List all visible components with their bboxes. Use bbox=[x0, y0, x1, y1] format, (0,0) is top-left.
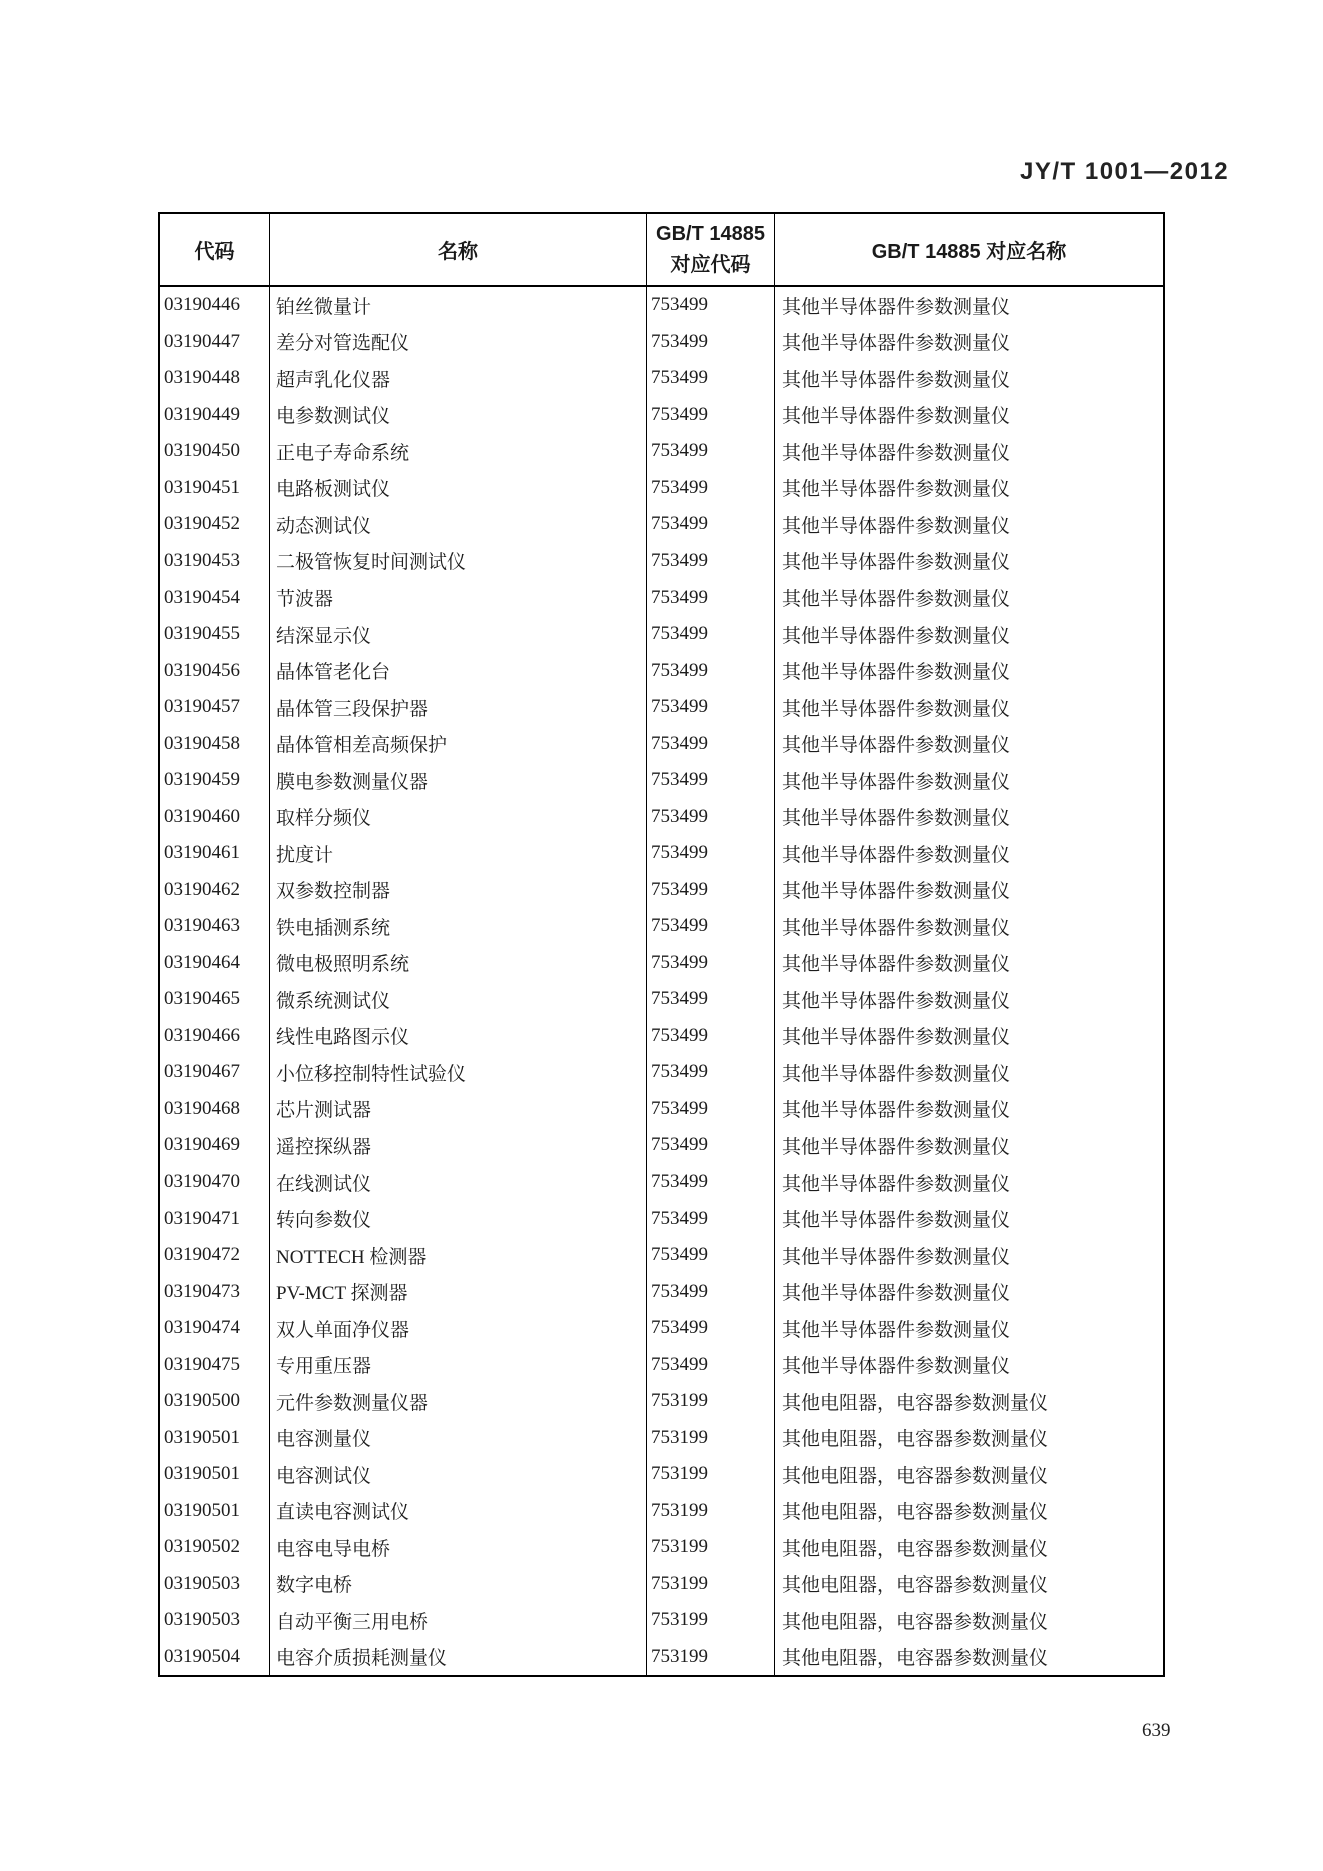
cell-name: 数字电桥 bbox=[270, 1566, 647, 1603]
cell-gbt-name: 其他半导体器件参数测量仪 bbox=[782, 1100, 1011, 1122]
cell-code: 03190504 bbox=[160, 1639, 270, 1676]
cell-gbt-code: 753199 bbox=[647, 1383, 775, 1420]
cell-gbt-code: 753199 bbox=[647, 1419, 775, 1456]
cell-name: 双人单面净仪器 bbox=[270, 1310, 647, 1347]
cell-gbt-code: 753499 bbox=[647, 579, 775, 616]
cell-code: 03190459 bbox=[160, 762, 270, 799]
cell-gbt-code: 753199 bbox=[647, 1456, 775, 1493]
cell-code: 03190455 bbox=[160, 616, 270, 653]
table-row bbox=[160, 981, 1163, 1018]
table-row bbox=[160, 1493, 1163, 1530]
code-mapping-table bbox=[158, 212, 1165, 1677]
cell-name: 扰度计 bbox=[270, 835, 647, 872]
table-row bbox=[160, 360, 1163, 397]
cell-gbt-name: 其他半导体器件参数测量仪 bbox=[782, 1283, 1011, 1305]
cell-code: 03190460 bbox=[160, 798, 270, 835]
cell-gbt-code: 753499 bbox=[647, 616, 775, 653]
cell-gbt-name: 其他半导体器件参数测量仪 bbox=[782, 1136, 1011, 1158]
cell-gbt-code: 753199 bbox=[647, 1566, 775, 1603]
cell-gbt-code: 753499 bbox=[647, 397, 775, 434]
cell-gbt-name: 其他半导体器件参数测量仪 bbox=[782, 735, 1011, 757]
cell-gbt-code: 753499 bbox=[647, 798, 775, 835]
cell-gbt-name: 其他半导体器件参数测量仪 bbox=[782, 442, 1011, 464]
table-row bbox=[160, 1091, 1163, 1128]
cell-gbt-code: 753499 bbox=[647, 725, 775, 762]
cell-code: 03190451 bbox=[160, 470, 270, 507]
table-row bbox=[160, 1018, 1163, 1055]
cell-gbt-code: 753499 bbox=[647, 1018, 775, 1055]
cell-gbt-code: 753499 bbox=[647, 287, 775, 324]
table-row bbox=[160, 1346, 1163, 1383]
cell-gbt-name: 其他半导体器件参数测量仪 bbox=[782, 296, 1011, 318]
cell-gbt-name: 其他电阻器，电容器参数测量仪 bbox=[782, 1611, 1049, 1633]
table-row bbox=[160, 1273, 1163, 1310]
cell-gbt-name: 其他电阻器，电容器参数测量仪 bbox=[782, 1392, 1049, 1414]
cell-code: 03190449 bbox=[160, 397, 270, 434]
cell-code: 03190463 bbox=[160, 908, 270, 945]
cell-gbt-name: 其他半导体器件参数测量仪 bbox=[782, 662, 1011, 684]
cell-gbt-code: 753499 bbox=[647, 945, 775, 982]
table-row bbox=[160, 835, 1163, 872]
table-row bbox=[160, 1164, 1163, 1201]
cell-gbt-code: 753499 bbox=[647, 360, 775, 397]
cell-gbt-code: 753199 bbox=[647, 1602, 775, 1639]
cell-gbt-name: 其他半导体器件参数测量仪 bbox=[782, 917, 1011, 939]
cell-gbt-name: 其他半导体器件参数测量仪 bbox=[782, 333, 1011, 355]
cell-name: 晶体管三段保护器 bbox=[270, 689, 647, 726]
table-row bbox=[160, 287, 1163, 324]
cell-gbt-name: 其他半导体器件参数测量仪 bbox=[782, 954, 1011, 976]
cell-code: 03190465 bbox=[160, 981, 270, 1018]
cell-code: 03190447 bbox=[160, 324, 270, 361]
header-gbt-code-line2: 对应代码 bbox=[670, 253, 751, 276]
table-row bbox=[160, 1383, 1163, 1420]
cell-gbt-code: 753499 bbox=[647, 652, 775, 689]
cell-gbt-name: 其他半导体器件参数测量仪 bbox=[782, 844, 1011, 866]
cell-gbt-code: 753199 bbox=[647, 1529, 775, 1566]
table-row bbox=[160, 1200, 1163, 1237]
cell-name: 专用重压器 bbox=[270, 1346, 647, 1383]
cell-code: 03190462 bbox=[160, 872, 270, 909]
cell-name: 电参数测试仪 bbox=[270, 397, 647, 434]
cell-name: 微系统测试仪 bbox=[270, 981, 647, 1018]
cell-gbt-name: 其他电阻器，电容器参数测量仪 bbox=[782, 1538, 1049, 1560]
cell-gbt-name: 其他半导体器件参数测量仪 bbox=[782, 990, 1011, 1012]
cell-gbt-name: 其他半导体器件参数测量仪 bbox=[782, 589, 1011, 611]
cell-gbt-code: 753499 bbox=[647, 835, 775, 872]
cell-code: 03190456 bbox=[160, 652, 270, 689]
cell-code: 03190448 bbox=[160, 360, 270, 397]
cell-gbt-code: 753499 bbox=[647, 543, 775, 580]
cell-gbt-code: 753499 bbox=[647, 981, 775, 1018]
cell-name: 电容测试仪 bbox=[270, 1456, 647, 1493]
cell-name: 电容介质损耗测量仪 bbox=[270, 1639, 647, 1676]
table-row bbox=[160, 433, 1163, 470]
cell-name: 超声乳化仪器 bbox=[270, 360, 647, 397]
cell-code: 03190474 bbox=[160, 1310, 270, 1347]
table-row bbox=[160, 616, 1163, 653]
table-body bbox=[160, 287, 1163, 1675]
table-row bbox=[160, 652, 1163, 689]
cell-gbt-name: 其他电阻器，电容器参数测量仪 bbox=[782, 1502, 1049, 1524]
cell-gbt-code: 753499 bbox=[647, 506, 775, 543]
table-row bbox=[160, 324, 1163, 361]
cell-name: 动态测试仪 bbox=[270, 506, 647, 543]
cell-code: 03190461 bbox=[160, 835, 270, 872]
cell-code: 03190446 bbox=[160, 287, 270, 324]
cell-gbt-name: 其他电阻器，电容器参数测量仪 bbox=[782, 1465, 1049, 1487]
cell-gbt-code: 753499 bbox=[647, 1200, 775, 1237]
cell-gbt-code: 753499 bbox=[647, 470, 775, 507]
cell-code: 03190452 bbox=[160, 506, 270, 543]
cell-name: 晶体管老化台 bbox=[270, 652, 647, 689]
cell-name: 结深显示仪 bbox=[270, 616, 647, 653]
cell-gbt-name: 其他半导体器件参数测量仪 bbox=[782, 698, 1011, 720]
cell-code: 03190501 bbox=[160, 1493, 270, 1530]
table-row bbox=[160, 1529, 1163, 1566]
table-row bbox=[160, 1310, 1163, 1347]
cell-gbt-name: 其他电阻器，电容器参数测量仪 bbox=[782, 1648, 1049, 1670]
cell-gbt-name: 其他半导体器件参数测量仪 bbox=[782, 406, 1011, 428]
cell-code: 03190453 bbox=[160, 543, 270, 580]
cell-code: 03190468 bbox=[160, 1091, 270, 1128]
table-row bbox=[160, 872, 1163, 909]
cell-name: 晶体管相差高频保护 bbox=[270, 725, 647, 762]
cell-gbt-code: 753499 bbox=[647, 762, 775, 799]
cell-gbt-name: 其他半导体器件参数测量仪 bbox=[782, 552, 1011, 574]
table-row bbox=[160, 1127, 1163, 1164]
cell-code: 03190469 bbox=[160, 1127, 270, 1164]
table-row bbox=[160, 1456, 1163, 1493]
cell-name: 直读电容测试仪 bbox=[270, 1493, 647, 1530]
table-row bbox=[160, 1419, 1163, 1456]
cell-name: 双参数控制器 bbox=[270, 872, 647, 909]
table-row bbox=[160, 689, 1163, 726]
cell-name: 铁电插测系统 bbox=[270, 908, 647, 945]
cell-gbt-name: 其他半导体器件参数测量仪 bbox=[782, 1173, 1011, 1195]
cell-code: 03190502 bbox=[160, 1529, 270, 1566]
cell-gbt-name: 其他半导体器件参数测量仪 bbox=[782, 1356, 1011, 1378]
header-cell-code: 代码 bbox=[160, 214, 270, 285]
cell-gbt-code: 753199 bbox=[647, 1493, 775, 1530]
table-row bbox=[160, 579, 1163, 616]
cell-gbt-name: 其他半导体器件参数测量仪 bbox=[782, 625, 1011, 647]
table-header-row bbox=[160, 214, 1163, 287]
cell-name: 小位移控制特性试验仪 bbox=[270, 1054, 647, 1091]
cell-name: 膜电参数测量仪器 bbox=[270, 762, 647, 799]
cell-code: 03190501 bbox=[160, 1456, 270, 1493]
cell-name: 取样分频仪 bbox=[270, 798, 647, 835]
table-row bbox=[160, 945, 1163, 982]
cell-name: 二极管恢复时间测试仪 bbox=[270, 543, 647, 580]
cell-gbt-code: 753499 bbox=[647, 1091, 775, 1128]
cell-gbt-code: 753499 bbox=[647, 1237, 775, 1274]
cell-gbt-name: 其他半导体器件参数测量仪 bbox=[782, 1210, 1011, 1232]
cell-name: 电路板测试仪 bbox=[270, 470, 647, 507]
table-row bbox=[160, 725, 1163, 762]
cell-gbt-name: 其他半导体器件参数测量仪 bbox=[782, 808, 1011, 830]
cell-gbt-name: 其他半导体器件参数测量仪 bbox=[782, 369, 1011, 391]
cell-code: 03190450 bbox=[160, 433, 270, 470]
cell-gbt-name: 其他半导体器件参数测量仪 bbox=[782, 771, 1011, 793]
cell-gbt-code: 753499 bbox=[647, 1164, 775, 1201]
cell-name: 线性电路图示仪 bbox=[270, 1018, 647, 1055]
cell-name: 元件参数测量仪器 bbox=[270, 1383, 647, 1420]
cell-code: 03190467 bbox=[160, 1054, 270, 1091]
table-row bbox=[160, 543, 1163, 580]
cell-gbt-code: 753499 bbox=[647, 1127, 775, 1164]
cell-name: 节波器 bbox=[270, 579, 647, 616]
table-row bbox=[160, 397, 1163, 434]
cell-gbt-code: 753499 bbox=[647, 1346, 775, 1383]
cell-gbt-code: 753499 bbox=[647, 872, 775, 909]
table-row bbox=[160, 1566, 1163, 1603]
cell-code: 03190470 bbox=[160, 1164, 270, 1201]
table-row bbox=[160, 1639, 1163, 1676]
cell-name: 铂丝微量计 bbox=[270, 287, 647, 324]
table-row bbox=[160, 470, 1163, 507]
cell-name: 电容测量仪 bbox=[270, 1419, 647, 1456]
cell-gbt-name: 其他半导体器件参数测量仪 bbox=[782, 1319, 1011, 1341]
cell-gbt-code: 753499 bbox=[647, 689, 775, 726]
cell-gbt-code: 753499 bbox=[647, 324, 775, 361]
cell-gbt-name: 其他半导体器件参数测量仪 bbox=[782, 1063, 1011, 1085]
header-cell-gbt-code bbox=[647, 214, 775, 285]
cell-code: 03190458 bbox=[160, 725, 270, 762]
cell-name: 芯片测试器 bbox=[270, 1091, 647, 1128]
table-row bbox=[160, 506, 1163, 543]
cell-name: 正电子寿命系统 bbox=[270, 433, 647, 470]
standard-code-header: JY/T 1001—2012 bbox=[1020, 158, 1230, 185]
cell-gbt-code: 753499 bbox=[647, 1273, 775, 1310]
table-row bbox=[160, 1602, 1163, 1639]
cell-gbt-name: 其他半导体器件参数测量仪 bbox=[782, 515, 1011, 537]
cell-gbt-name: 其他电阻器，电容器参数测量仪 bbox=[782, 1575, 1049, 1597]
cell-gbt-name: 其他半导体器件参数测量仪 bbox=[782, 881, 1011, 903]
cell-code: 03190503 bbox=[160, 1566, 270, 1603]
cell-code: 03190472 bbox=[160, 1237, 270, 1274]
table-row bbox=[160, 1054, 1163, 1091]
cell-name: 遥控探纵器 bbox=[270, 1127, 647, 1164]
cell-gbt-code: 753499 bbox=[647, 1054, 775, 1091]
cell-code: 03190454 bbox=[160, 579, 270, 616]
cell-gbt-name: 其他半导体器件参数测量仪 bbox=[782, 1027, 1011, 1049]
cell-name: 转向参数仪 bbox=[270, 1200, 647, 1237]
cell-name: PV-MCT 探测器 bbox=[270, 1273, 647, 1310]
table-row bbox=[160, 762, 1163, 799]
cell-gbt-code: 753199 bbox=[647, 1639, 775, 1676]
header-cell-name: 名称 bbox=[270, 214, 647, 285]
header-cell-gbt-name: GB/T 14885 对应名称 bbox=[871, 241, 1067, 263]
table-row bbox=[160, 1237, 1163, 1274]
cell-code: 03190500 bbox=[160, 1383, 270, 1420]
cell-name: 自动平衡三用电桥 bbox=[270, 1602, 647, 1639]
cell-name: 在线测试仪 bbox=[270, 1164, 647, 1201]
cell-code: 03190473 bbox=[160, 1273, 270, 1310]
cell-code: 03190475 bbox=[160, 1346, 270, 1383]
cell-name: 电容电导电桥 bbox=[270, 1529, 647, 1566]
page-number: 639 bbox=[1142, 1720, 1171, 1741]
cell-code: 03190471 bbox=[160, 1200, 270, 1237]
cell-code: 03190457 bbox=[160, 689, 270, 726]
cell-code: 03190464 bbox=[160, 945, 270, 982]
cell-gbt-name: 其他半导体器件参数测量仪 bbox=[782, 479, 1011, 501]
cell-code: 03190503 bbox=[160, 1602, 270, 1639]
cell-gbt-code: 753499 bbox=[647, 1310, 775, 1347]
cell-name: 微电极照明系统 bbox=[270, 945, 647, 982]
cell-name: NOTTECH 检测器 bbox=[270, 1237, 647, 1274]
header-gbt-code-line1: GB/T 14885 bbox=[656, 222, 765, 245]
cell-gbt-name: 其他半导体器件参数测量仪 bbox=[782, 1246, 1011, 1268]
table-row bbox=[160, 908, 1163, 945]
cell-code: 03190466 bbox=[160, 1018, 270, 1055]
cell-gbt-name: 其他电阻器，电容器参数测量仪 bbox=[782, 1429, 1049, 1451]
cell-code: 03190501 bbox=[160, 1419, 270, 1456]
cell-gbt-code: 753499 bbox=[647, 433, 775, 470]
cell-name: 差分对管选配仪 bbox=[270, 324, 647, 361]
table-row bbox=[160, 798, 1163, 835]
cell-gbt-code: 753499 bbox=[647, 908, 775, 945]
